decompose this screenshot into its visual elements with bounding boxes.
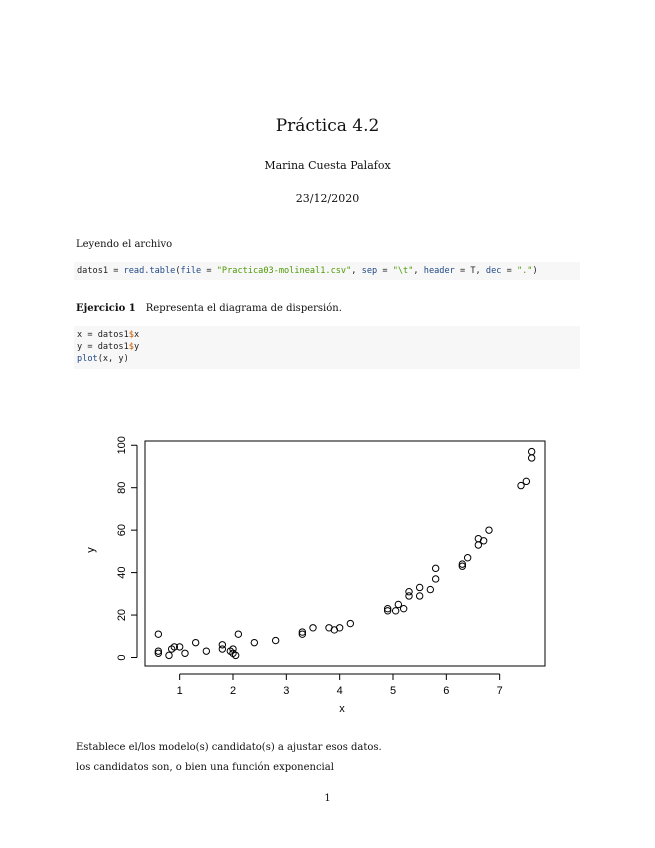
data-point	[416, 593, 422, 599]
x-tick-label: 3	[283, 685, 290, 697]
data-point	[310, 625, 316, 631]
code-paren: )	[532, 266, 538, 276]
data-point	[251, 639, 257, 645]
y-tick-label: 0	[116, 654, 128, 661]
y-tick-label: 60	[116, 524, 128, 537]
page-title: Práctica 4.2	[275, 116, 380, 136]
scatter-plot	[84, 430, 574, 725]
data-point	[219, 646, 225, 652]
intro-text: Leyendo el archivo	[76, 239, 173, 250]
code-var: datos1	[77, 266, 109, 276]
data-point	[203, 648, 209, 654]
x-tick-label: 4	[336, 685, 343, 697]
code-arg-header: header	[423, 266, 455, 276]
data-point	[528, 455, 534, 461]
date: 23/12/2020	[295, 192, 360, 205]
exercise-text: Representa el diagrama de dispersión.	[145, 303, 342, 314]
plot-box	[145, 441, 545, 666]
y-tick-label: 40	[116, 566, 128, 579]
data-points	[155, 448, 535, 658]
code-line: x = datos1	[77, 330, 129, 340]
code-val-header: T	[470, 266, 476, 276]
data-point	[528, 448, 534, 454]
code-block-read	[74, 262, 580, 280]
y-tick-label: 100	[116, 436, 128, 455]
x-axis	[177, 674, 503, 697]
code-op: =	[108, 266, 124, 276]
code-paren: (	[175, 266, 181, 276]
code-eq: =	[454, 266, 471, 276]
y-tick-label: 20	[116, 608, 128, 622]
code-arg-dec: dec	[485, 266, 502, 276]
data-point	[347, 620, 353, 626]
text-candidates: los candidatos son, o bien una función exponencial	[76, 762, 334, 773]
code-line: y = datos1	[77, 342, 129, 352]
data-point	[400, 605, 406, 611]
code-line: y	[133, 342, 140, 352]
code-eq: =	[377, 266, 393, 276]
x-tick-label: 7	[496, 685, 503, 697]
code-line: x	[133, 330, 140, 340]
data-point	[166, 652, 172, 658]
code-str-dec: "."	[516, 266, 533, 276]
data-point	[155, 631, 161, 637]
data-point	[486, 527, 492, 533]
code-comma: ,	[475, 266, 486, 276]
code-block-plot	[74, 326, 580, 369]
code-comma: ,	[351, 266, 362, 276]
author: Marina Cuesta Palafox	[264, 159, 391, 172]
x-tick-label: 2	[229, 685, 237, 697]
code-fn: read.table	[123, 266, 176, 276]
page-number: 1	[324, 793, 331, 804]
data-point	[336, 625, 342, 631]
code-str-file: "Practica03-molineal1.csv"	[216, 266, 352, 276]
data-point	[480, 538, 486, 544]
data-point	[235, 631, 241, 637]
data-point	[392, 608, 398, 614]
exercise-1	[76, 303, 342, 314]
code-str-sep: "\t"	[392, 266, 414, 276]
x-axis-label: x	[339, 703, 345, 715]
data-point	[432, 576, 438, 582]
code-dollar: $	[128, 342, 134, 352]
data-point	[464, 555, 470, 561]
x-tick-label: 1	[176, 685, 183, 697]
code-comma: ,	[413, 266, 424, 276]
data-point	[272, 637, 278, 643]
exercise-label: Ejercicio 1	[76, 303, 136, 314]
code-line: (x, y)	[97, 354, 129, 364]
x-tick-label: 6	[443, 685, 450, 697]
code-dollar: $	[128, 330, 134, 340]
data-point	[406, 589, 412, 595]
data-point	[182, 650, 188, 656]
x-tick-label: 5	[389, 685, 397, 697]
data-point	[416, 584, 422, 590]
data-point	[523, 478, 529, 484]
code-eq: =	[501, 266, 517, 276]
code-eq: =	[201, 266, 217, 276]
code-arg-sep: sep	[361, 266, 378, 276]
y-tick-label: 80	[116, 481, 128, 494]
code-fn: plot	[77, 354, 98, 364]
y-axis	[116, 436, 137, 661]
data-point	[427, 586, 433, 592]
text-models: Establece el/los modelo(s) candidato(s) a ajustar esos datos.	[76, 742, 382, 753]
data-point	[192, 639, 198, 645]
code-arg-file: file	[180, 266, 202, 276]
data-point	[432, 565, 438, 571]
y-axis-label: y	[85, 547, 97, 553]
